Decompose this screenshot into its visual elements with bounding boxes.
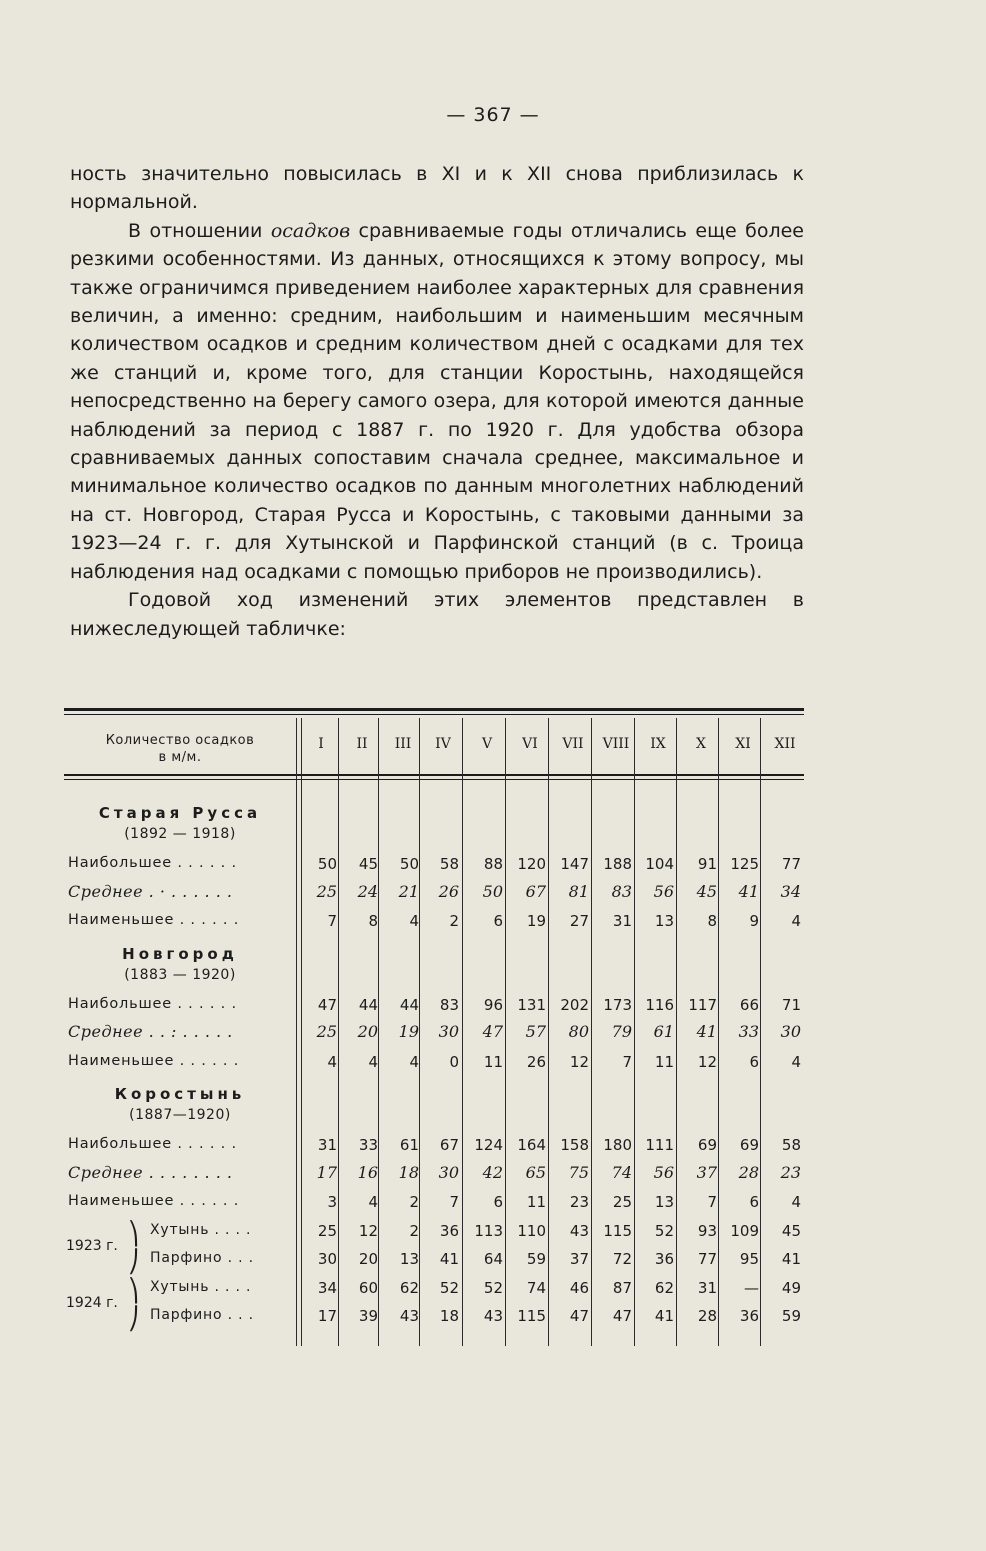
- table-cell: 18: [398, 1162, 419, 1182]
- precipitation-table: [64, 708, 804, 1348]
- column-divider: [548, 718, 549, 1346]
- month-header: I: [318, 736, 324, 752]
- column-divider: [718, 718, 719, 1346]
- column-divider: [760, 718, 761, 1346]
- row-label: Наименьшее . . . . . .: [68, 1193, 240, 1209]
- table-cell: 60: [358, 1278, 378, 1297]
- table-cell: 109: [730, 1221, 759, 1240]
- table-cell: 21: [398, 881, 419, 901]
- table-cell: 74: [526, 1278, 546, 1297]
- column-divider: [591, 718, 592, 1346]
- table-cell: 111: [645, 1136, 674, 1154]
- station-name: Старая Русса: [98, 804, 262, 822]
- station-name: Коростынь: [114, 1085, 246, 1103]
- table-cell: 83: [439, 995, 459, 1014]
- table-cell: 80: [568, 1022, 589, 1041]
- table-cell: 74: [611, 1162, 632, 1182]
- paragraph: [70, 586, 804, 643]
- table-cell: 88: [483, 855, 503, 873]
- table-cell: 4: [791, 912, 801, 930]
- table-cell: 12: [569, 1052, 589, 1071]
- row-label: Среднее . . : . . . . .: [68, 1022, 233, 1041]
- paragraph: [70, 217, 804, 586]
- body-text: [70, 160, 804, 643]
- page-number: — 367 —: [446, 104, 540, 126]
- row-label: Наибольшее . . . . . .: [68, 995, 237, 1012]
- brace-bottom: ⎠: [128, 1306, 139, 1332]
- row-label: Наибольшее . . . . . .: [68, 855, 237, 871]
- table-cell: 11: [483, 1052, 503, 1071]
- brace-bottom: ⎠: [128, 1249, 139, 1275]
- table-cell: 96: [483, 995, 503, 1014]
- paragraph-text: ность значительно повысилась в XI и к XII снова приблизилась к нормальной.: [70, 163, 804, 214]
- table-cell: 47: [317, 995, 337, 1014]
- table-cell: —: [744, 1278, 759, 1297]
- table-cell: 188: [603, 855, 632, 873]
- table-cell: 77: [697, 1250, 717, 1268]
- table-cell: 8: [707, 912, 717, 930]
- emphasized-text: осадков: [270, 219, 351, 242]
- table-cell: 46: [569, 1278, 589, 1297]
- table-cell: 164: [517, 1136, 546, 1154]
- column-divider: [419, 718, 420, 1346]
- year-label: 1924 г.: [66, 1294, 118, 1311]
- table-cell: 17: [316, 1162, 337, 1182]
- table-cell: 6: [749, 1193, 759, 1211]
- table-cell: 13: [654, 1193, 674, 1211]
- table-cell: 4: [791, 1193, 801, 1211]
- table-cell: 79: [611, 1022, 632, 1041]
- table-cell: 77: [781, 855, 801, 873]
- table-cell: 47: [482, 1022, 503, 1041]
- table-cell: 47: [569, 1307, 589, 1325]
- column-divider: [634, 718, 635, 1346]
- table-cell: 47: [612, 1307, 632, 1325]
- table-cell: 7: [327, 912, 337, 930]
- row-label: Наибольшее . . . . . .: [68, 1136, 237, 1152]
- table-cell: 50: [399, 855, 419, 873]
- table-cell: 19: [526, 912, 546, 930]
- row-label: Среднее . · . . . . . .: [68, 881, 233, 901]
- table-cell: 12: [358, 1221, 378, 1240]
- table-cell: 30: [438, 1162, 459, 1182]
- column-divider: [338, 718, 339, 1346]
- table-cell: 83: [611, 881, 632, 901]
- column-divider: [676, 718, 677, 1346]
- table-cell: 19: [398, 1022, 419, 1041]
- table-cell: 37: [569, 1250, 589, 1268]
- table-cell: 26: [438, 881, 459, 901]
- table-cell: 16: [357, 1162, 378, 1182]
- table-cell: 17: [317, 1307, 337, 1325]
- table-cell: 61: [399, 1136, 419, 1154]
- table-cell: 18: [439, 1307, 459, 1325]
- month-header: IV: [435, 736, 451, 752]
- table-cell: 2: [409, 1193, 419, 1211]
- table-header-rule: [64, 774, 804, 776]
- table-cell: 57: [525, 1022, 546, 1041]
- table-cell: 43: [483, 1307, 503, 1325]
- table-cell: 4: [791, 1052, 801, 1071]
- header-label-line1: Количество осадков: [105, 733, 255, 748]
- table-cell: 180: [603, 1136, 632, 1154]
- table-cell: 9: [749, 912, 759, 930]
- table-cell: 20: [357, 1022, 378, 1041]
- table-cell: 120: [517, 855, 546, 873]
- table-cell: 39: [358, 1307, 378, 1325]
- row-label: Парфино . . .: [150, 1250, 254, 1266]
- header-label-line2: в м/м.: [158, 750, 202, 765]
- table-cell: 30: [438, 1022, 459, 1041]
- table-cell: 67: [439, 1136, 459, 1154]
- table-cell: 8: [368, 912, 378, 930]
- table-cell: 52: [654, 1221, 674, 1240]
- table-cell: 124: [474, 1136, 503, 1154]
- month-header: V: [481, 736, 493, 752]
- table-cell: 44: [399, 995, 419, 1014]
- table-cell: 81: [568, 881, 589, 901]
- table-cell: 95: [739, 1250, 759, 1268]
- table-cell: 44: [358, 995, 378, 1014]
- table-cell: 41: [439, 1250, 459, 1268]
- table-cell: 41: [696, 1022, 717, 1041]
- month-header: III: [394, 736, 412, 752]
- table-cell: 110: [517, 1221, 546, 1240]
- table-cell: 173: [603, 995, 632, 1014]
- row-label: Хутынь . . . .: [150, 1278, 252, 1295]
- table-cell: 59: [526, 1250, 546, 1268]
- column-divider: [378, 718, 379, 1346]
- table-cell: 4: [368, 1193, 378, 1211]
- table-cell: 116: [645, 995, 674, 1014]
- table-cell: 56: [653, 1162, 674, 1182]
- year-label: 1923 г.: [66, 1237, 118, 1254]
- table-cell: 52: [483, 1278, 503, 1297]
- table-cell: 69: [739, 1136, 759, 1154]
- table-cell: 115: [603, 1221, 632, 1240]
- table-cell: 11: [654, 1052, 674, 1071]
- month-header: IX: [650, 736, 666, 752]
- table-cell: 2: [409, 1221, 419, 1240]
- row-label: Хутынь . . . .: [150, 1221, 252, 1238]
- month-header: VII: [562, 736, 584, 752]
- month-header: VIII: [602, 736, 630, 752]
- table-cell: 93: [697, 1221, 717, 1240]
- table-cell: 4: [327, 1052, 337, 1071]
- table-cell: 52: [439, 1278, 459, 1297]
- table-cell: 45: [781, 1221, 801, 1240]
- table-cell: 42: [482, 1162, 503, 1182]
- table-cell: 58: [781, 1136, 801, 1154]
- table-cell: 62: [654, 1278, 674, 1297]
- table-header-rule-thin: [64, 779, 804, 780]
- table-cell: 87: [612, 1278, 632, 1297]
- table-cell: 33: [358, 1136, 378, 1154]
- table-cell: 27: [569, 912, 589, 930]
- table-cell: 34: [780, 881, 801, 901]
- paragraph-text: сравниваемые годы отличались еще более резкими особенностями. Из данных, относящихся к этому вопросу, мы также ограничимся приведением наиболее характерных для сравнения величин, а именно: средним, наибольшим и наименьшим месячным количеством осадков и средним количеством дней с осадками для тех же станций и, кроме того, для станции Коростынь, находящейся непосредственно на берегу самого озера, для которой имеются данные наблюдений за период с 1887 г. по 1920 г. Для удобства обзора сравниваемых данных сопоставим сначала среднее, максимальное и минимальное количество осадков по данным многолетних наблюдений на ст. Новгород, Старая Русса и Коростынь, с таковыми данными за 1923—24 г. г. для Хутынской и Парфинской станций (в с. Троица наблюдения над осадками с помощью приборов не производились).: [70, 219, 805, 583]
- table-cell: 4: [409, 1052, 419, 1071]
- table-cell: 28: [738, 1162, 759, 1182]
- month-header: VI: [522, 736, 538, 752]
- table-cell: 2: [449, 912, 459, 930]
- table-cell: 125: [730, 855, 759, 873]
- month-header: XII: [774, 736, 796, 752]
- paragraph-text: Годовой ход изменений этих элементов представлен в нижеследующей табличке:: [70, 589, 804, 640]
- table-cell: 28: [697, 1307, 717, 1325]
- row-label: Среднее . . . . . . . .: [68, 1162, 233, 1182]
- table-cell: 43: [399, 1307, 419, 1325]
- table-cell: 75: [568, 1162, 589, 1182]
- table-cell: 61: [653, 1022, 674, 1041]
- table-cell: 7: [707, 1193, 717, 1211]
- paragraph-text: В отношении: [128, 219, 271, 242]
- table-cell: 36: [739, 1307, 759, 1325]
- table-cell: 30: [780, 1022, 801, 1041]
- table-cell: 25: [316, 1022, 337, 1041]
- table-cell: 91: [697, 855, 717, 873]
- table-cell: 113: [474, 1221, 503, 1240]
- table-cell: 158: [560, 1136, 589, 1154]
- table-cell: 65: [525, 1162, 546, 1182]
- table-cell: 25: [612, 1193, 632, 1211]
- table-cell: 31: [697, 1278, 717, 1297]
- table-cell: 41: [738, 881, 759, 901]
- table-cell: 7: [449, 1193, 459, 1211]
- column-divider: [505, 718, 506, 1346]
- month-header: X: [696, 736, 706, 752]
- table-cell: 6: [749, 1052, 759, 1071]
- table-cell: 4: [409, 912, 419, 930]
- table-cell: 50: [482, 881, 503, 901]
- table-cell: 3: [327, 1193, 337, 1211]
- table-cell: 43: [569, 1221, 589, 1240]
- table-cell: 12: [697, 1052, 717, 1071]
- month-header: II: [356, 736, 368, 752]
- station-years: (1892 — 1918): [124, 826, 236, 842]
- table-top-rule: [64, 708, 804, 711]
- table-cell: 131: [517, 995, 546, 1014]
- brace-top: ⎞: [128, 1221, 139, 1247]
- table-cell: 30: [317, 1250, 337, 1268]
- table-cell: 0: [449, 1052, 459, 1071]
- table-header-label: [64, 732, 296, 766]
- table-cell: 7: [622, 1052, 632, 1071]
- table-cell: 11: [526, 1193, 546, 1211]
- table-cell: 33: [738, 1022, 759, 1041]
- table-cell: 23: [569, 1193, 589, 1211]
- table-cell: 117: [688, 995, 717, 1014]
- table-cell: 6: [493, 912, 503, 930]
- row-label: Наименьшее . . . . . .: [68, 912, 240, 928]
- column-divider: [462, 718, 463, 1346]
- table-cell: 36: [654, 1250, 674, 1268]
- table-cell: 6: [493, 1193, 503, 1211]
- table-cell: 13: [654, 912, 674, 930]
- table-cell: 104: [645, 855, 674, 873]
- table-cell: 67: [525, 881, 546, 901]
- table-cell: 13: [399, 1250, 419, 1268]
- table-cell: 20: [358, 1250, 378, 1268]
- table-cell: 72: [612, 1250, 632, 1268]
- table-cell: 49: [781, 1278, 801, 1297]
- table-cell: 36: [439, 1221, 459, 1240]
- table-cell: 25: [316, 881, 337, 901]
- station-name: Новгород: [122, 944, 238, 963]
- table-cell: 41: [654, 1307, 674, 1325]
- paragraph: [70, 160, 804, 217]
- table-top-rule-thin: [64, 714, 804, 715]
- table-cell: 34: [317, 1278, 337, 1297]
- table-cell: 58: [439, 855, 459, 873]
- table-cell: 24: [357, 881, 378, 901]
- table-cell: 115: [517, 1307, 546, 1325]
- table-cell: 147: [560, 855, 589, 873]
- table-cell: 59: [781, 1307, 801, 1325]
- station-years: (1887—1920): [129, 1107, 231, 1123]
- table-cell: 25: [317, 1221, 337, 1240]
- table-cell: 31: [612, 912, 632, 930]
- table-cell: 4: [368, 1052, 378, 1071]
- table-cell: 202: [560, 995, 589, 1014]
- table-cell: 41: [781, 1250, 801, 1268]
- table-cell: 69: [697, 1136, 717, 1154]
- table-cell: 62: [399, 1278, 419, 1297]
- table-cell: 31: [317, 1136, 337, 1154]
- table-cell: 64: [483, 1250, 503, 1268]
- table-cell: 66: [739, 995, 759, 1014]
- month-header: XI: [735, 736, 751, 752]
- table-cell: 45: [696, 881, 717, 901]
- table-cell: 50: [317, 855, 337, 873]
- table-cell: 45: [358, 855, 378, 873]
- row-label: Парфино . . .: [150, 1307, 254, 1323]
- table-cell: 26: [526, 1052, 546, 1071]
- brace-top: ⎞: [128, 1278, 139, 1304]
- station-years: (1883 — 1920): [124, 966, 236, 983]
- row-label: Наименьшее . . . . . .: [68, 1052, 240, 1069]
- table-cell: 23: [780, 1162, 801, 1182]
- table-cell: 37: [696, 1162, 717, 1182]
- table-cell: 71: [781, 995, 801, 1014]
- table-cell: 56: [653, 881, 674, 901]
